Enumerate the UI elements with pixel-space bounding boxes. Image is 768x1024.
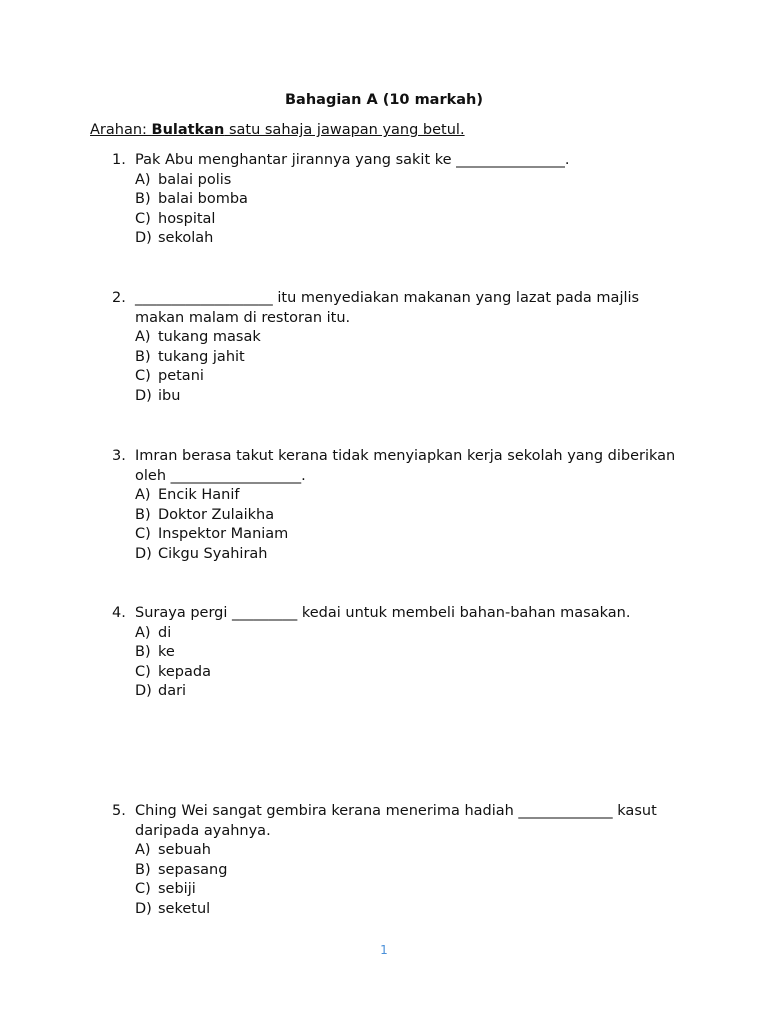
option-text: tukang jahit: [158, 348, 245, 365]
option-letter: B): [135, 506, 151, 523]
option-text: Doktor Zulaikha: [158, 506, 275, 523]
option-letter: A): [135, 171, 151, 188]
section-title: Bahagian A (10 markah): [285, 92, 483, 108]
page-number: 1: [380, 943, 388, 957]
instruction-line: [90, 122, 465, 138]
option-letter: C): [135, 881, 151, 898]
option-text: Cikgu Syahirah: [158, 545, 268, 562]
question-1: [112, 151, 682, 249]
option-text: Encik Hanif: [158, 487, 240, 504]
option-text: tukang masak: [158, 329, 261, 346]
option-a[interactable]: [135, 328, 682, 348]
option-d[interactable]: [135, 682, 682, 702]
option-letter: C): [135, 210, 151, 227]
option-text: balai bomba: [158, 191, 248, 208]
option-text: balai polis: [158, 171, 232, 188]
option-text: sekolah: [158, 230, 214, 247]
option-a[interactable]: [135, 624, 682, 644]
option-letter: A): [135, 624, 151, 641]
option-b[interactable]: [135, 861, 682, 881]
option-text: sebiji: [158, 881, 196, 898]
option-letter: B): [135, 348, 151, 365]
question-text: Imran berasa takut kerana tidak menyiapkan kerja sekolah yang diberikan oleh __________________.: [135, 448, 676, 484]
option-c[interactable]: [135, 880, 682, 900]
option-letter: B): [135, 644, 151, 661]
option-letter: C): [135, 526, 151, 543]
option-c[interactable]: [135, 210, 682, 230]
option-text: sepasang: [158, 861, 228, 878]
option-letter: A): [135, 842, 151, 859]
option-letter: D): [135, 230, 152, 247]
option-text: dari: [158, 683, 187, 700]
option-letter: B): [135, 861, 151, 878]
option-b[interactable]: [135, 506, 682, 526]
option-text: Inspektor Maniam: [158, 526, 289, 543]
option-text: sebuah: [158, 842, 211, 859]
option-b[interactable]: [135, 190, 682, 210]
option-b[interactable]: [135, 348, 682, 368]
options-list: [135, 328, 682, 406]
option-letter: B): [135, 191, 151, 208]
option-a[interactable]: [135, 841, 682, 861]
option-letter: A): [135, 329, 151, 346]
options-list: [135, 486, 682, 564]
option-letter: D): [135, 545, 152, 562]
option-letter: C): [135, 663, 151, 680]
question-number: 1.: [112, 152, 126, 168]
option-text: hospital: [158, 210, 216, 227]
question-text: ___________________ itu menyediakan makanan yang lazat pada majlis makan malam di restoran itu.: [135, 290, 640, 326]
question-text: Ching Wei sangat gembira kerana menerima hadiah _____________ kasut daripada ayahnya.: [135, 803, 657, 839]
question-number: 5.: [112, 803, 126, 819]
options-list: [135, 171, 682, 249]
options-list: [135, 624, 682, 702]
option-c[interactable]: [135, 663, 682, 683]
option-text: ke: [158, 644, 175, 661]
option-text: ibu: [158, 387, 181, 404]
question-number: 3.: [112, 448, 126, 464]
option-c[interactable]: [135, 367, 682, 387]
instruction-suffix: satu sahaja jawapan yang betul.: [224, 122, 465, 138]
option-d[interactable]: [135, 229, 682, 249]
option-text: seketul: [158, 900, 211, 917]
instruction-prefix: Arahan:: [90, 122, 152, 138]
option-letter: D): [135, 387, 152, 404]
question-2: [112, 289, 682, 407]
question-number: 4.: [112, 605, 126, 621]
question-text: Pak Abu menghantar jirannya yang sakit ke _______________.: [135, 152, 570, 168]
question-number: 2.: [112, 290, 126, 306]
question-text: Suraya pergi _________ kedai untuk membeli bahan-bahan masakan.: [135, 605, 631, 621]
option-letter: A): [135, 487, 151, 504]
option-text: kepada: [158, 663, 211, 680]
options-list: [135, 841, 682, 919]
option-letter: D): [135, 683, 152, 700]
option-letter: D): [135, 900, 152, 917]
option-d[interactable]: [135, 387, 682, 407]
question-4: [112, 604, 682, 702]
instruction-bold-word: Bulatkan: [151, 122, 225, 138]
option-a[interactable]: [135, 486, 682, 506]
option-b[interactable]: [135, 643, 682, 663]
option-a[interactable]: [135, 171, 682, 191]
question-3: [112, 447, 682, 565]
option-letter: C): [135, 368, 151, 385]
option-d[interactable]: [135, 545, 682, 565]
option-text: petani: [158, 368, 204, 385]
option-d[interactable]: [135, 900, 682, 920]
question-5: [112, 802, 682, 920]
option-text: di: [158, 624, 172, 641]
option-c[interactable]: [135, 525, 682, 545]
